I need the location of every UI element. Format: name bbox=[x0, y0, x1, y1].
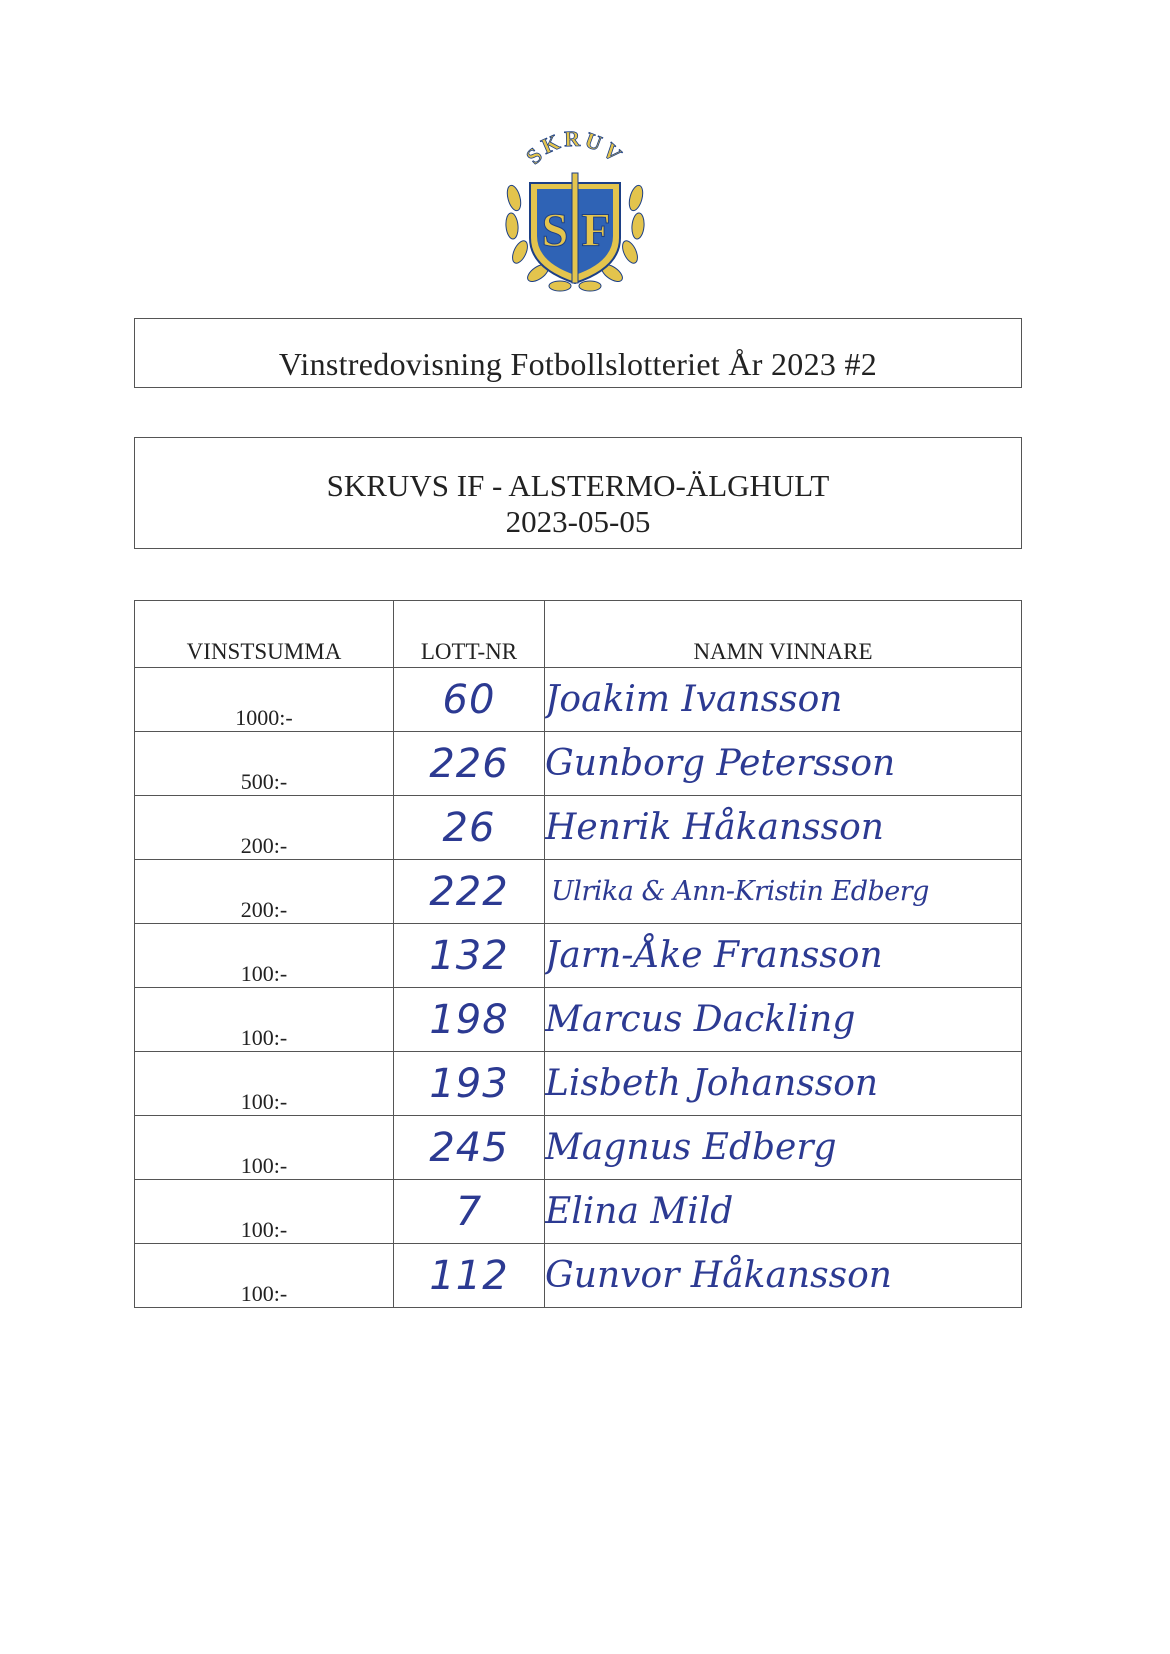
title-box bbox=[134, 318, 1022, 388]
table-row bbox=[135, 1052, 1022, 1116]
winner-name: Ulrika & Ann-Kristin Edberg bbox=[545, 860, 1022, 924]
table-row bbox=[135, 860, 1022, 924]
club-logo bbox=[500, 128, 650, 298]
ticket-number: 132 bbox=[394, 924, 545, 988]
ticket-number: 245 bbox=[394, 1116, 545, 1180]
winner-name: Henrik Håkansson bbox=[545, 796, 1022, 860]
table-row bbox=[135, 924, 1022, 988]
match-date: 2023-05-05 bbox=[505, 504, 651, 539]
ticket-number: 7 bbox=[394, 1180, 545, 1244]
table-row bbox=[135, 1180, 1022, 1244]
prize-amount: 200:- bbox=[135, 860, 394, 924]
document-title: Vinstredovisning Fotbollslotteriet År 2023 #2 bbox=[278, 346, 878, 382]
table-row bbox=[135, 1116, 1022, 1180]
winner-name: Lisbeth Johansson bbox=[545, 1052, 1022, 1116]
prize-amount: 100:- bbox=[135, 1180, 394, 1244]
table-row bbox=[135, 1244, 1022, 1308]
table-row bbox=[135, 988, 1022, 1052]
ticket-number: 222 bbox=[394, 860, 545, 924]
ticket-number: 226 bbox=[394, 732, 545, 796]
ticket-number: 60 bbox=[394, 668, 545, 732]
prize-amount: 1000:- bbox=[135, 668, 394, 732]
header-winner: NAMN VINNARE bbox=[545, 601, 1022, 668]
winner-name: Marcus Dackling bbox=[545, 988, 1022, 1052]
prize-amount: 100:- bbox=[135, 1116, 394, 1180]
ticket-number: 193 bbox=[394, 1052, 545, 1116]
winner-name: Joakim Ivansson bbox=[545, 668, 1022, 732]
header-ticket: LOTT-NR bbox=[394, 601, 545, 668]
winner-name: Jarn-Åke Fransson bbox=[545, 924, 1022, 988]
prize-amount: 100:- bbox=[135, 1244, 394, 1308]
match-box bbox=[134, 437, 1022, 549]
logo-monogram-s: S bbox=[541, 204, 569, 257]
table-row bbox=[135, 668, 1022, 732]
match-teams: SKRUVS IF - ALSTERMO-ÄLGHULT bbox=[326, 468, 830, 503]
table-row bbox=[135, 732, 1022, 796]
header-amount: VINSTSUMMA bbox=[135, 601, 394, 668]
ticket-number: 112 bbox=[394, 1244, 545, 1308]
prize-amount: 200:- bbox=[135, 796, 394, 860]
results-table bbox=[134, 600, 1022, 1308]
prize-amount: 100:- bbox=[135, 988, 394, 1052]
logo-monogram-f: F bbox=[581, 204, 611, 257]
svg-text:SKRUV bbox=[521, 128, 629, 169]
winner-name: Magnus Edberg bbox=[545, 1116, 1022, 1180]
winner-name: Elina Mild bbox=[545, 1180, 1022, 1244]
winner-name: Gunborg Petersson bbox=[545, 732, 1022, 796]
prize-amount: 100:- bbox=[135, 1052, 394, 1116]
winner-name: Gunvor Håkansson bbox=[545, 1244, 1022, 1308]
prize-amount: 500:- bbox=[135, 732, 394, 796]
ticket-number: 198 bbox=[394, 988, 545, 1052]
prize-amount: 100:- bbox=[135, 924, 394, 988]
ticket-number: 26 bbox=[394, 796, 545, 860]
table-row bbox=[135, 796, 1022, 860]
logo-text: SKRUV bbox=[520, 128, 629, 169]
table-header-row bbox=[135, 601, 1022, 668]
